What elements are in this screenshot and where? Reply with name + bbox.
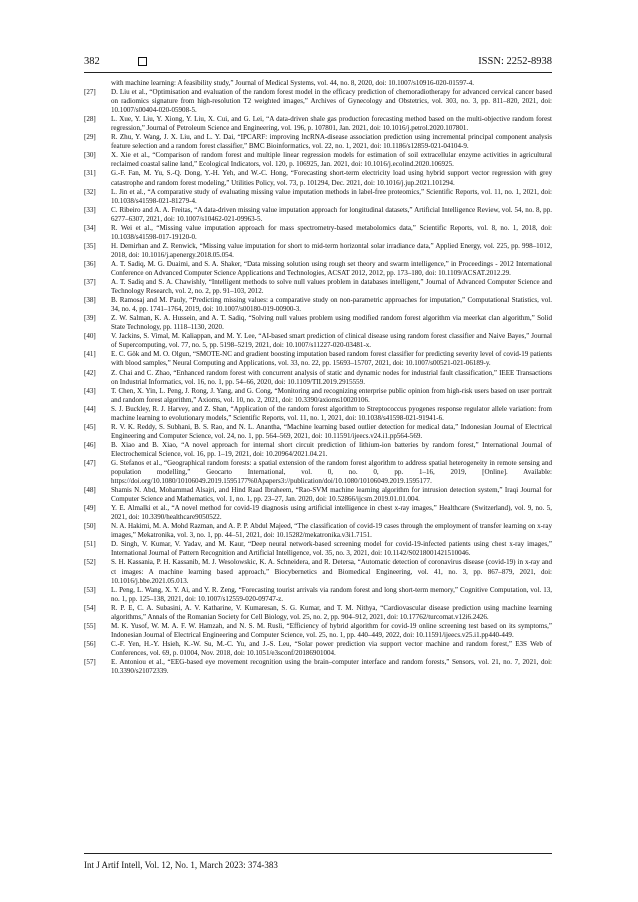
reference-text: B. Xiao and B. Xiao, “A novel approach for internal short circuit prediction of lithium-ion batteries by random forest,” International Journal of Electrochemical Science, vol. 16, pp. 1–19, 2021, doi: 10.20964/2021.04.21. (111, 440, 552, 458)
reference-text: D. Singh, V. Kumar, V. Yadav, and M. Kaur, “Deep neural network-based screening model for covid-19-infected patients using chest x-ray images,” International Journal of Pattern Recognition and Artificial Intelligence, vol. 35, no. 3, 2021, doi: 10.1142/S0218001421510046. (111, 540, 552, 558)
reference-number: [47] (84, 458, 96, 467)
reference-text: R. Wei et al., “Missing value imputation approach for mass spectrometry-based metabolomics data,” Scientific Reports, vol. 8, no. 1, 2018, doi: 10.1038/s41598-017-19120-0. (111, 223, 552, 241)
reference-number: [57] (84, 658, 96, 666)
reference-item (84, 640, 552, 658)
reference-text: Z. W. Salman, K. A. Hussein, and A. T. Sadiq, “Solving null values problem using modified random forest algorithm via meerkat clan algorithm,” Solid State Technology, pp. 1118–1130, 2020. (111, 314, 552, 332)
reference-item (84, 278, 552, 296)
reference-item (84, 558, 552, 585)
reference-list (84, 79, 552, 676)
reference-number: [36] (84, 259, 96, 268)
reference-number: [56] (84, 639, 96, 648)
reference-number: [33] (84, 205, 96, 214)
reference-item (84, 224, 552, 242)
reference-number: [28] (84, 115, 96, 124)
reference-number: [55] (84, 621, 96, 630)
reference-item (84, 441, 552, 459)
reference-text: G. Stefanos et al., “Geographical random forests: a spatial extension of the random forest algorithm to address spatial heterogeneity in remote sensing and population modelling,” Geocarto International, vol. 0, no. 0, pp. 1–16, 2019, [Online]. Available: https://doi.org/10.1080/10106049.2019.1595177%0Apapers3://publication/doi/10.1080/10106049.2019.1595177. (111, 458, 552, 486)
reference-text: B. Ramosaj and M. Pauly, “Predicting missing values: a comparative study on non-parametric approaches for imputation,” Computational Statistics, vol. 34, no. 4, pp. 1741–1764, 2019, doi: 10.1007/s00180-019-00900-3. (111, 296, 552, 314)
reference-item (84, 188, 552, 206)
reference-text: with machine learning: A feasibility study,” Journal of Medical Systems, vol. 44, no. 8, 2020, doi: 10.1007/s10916-020-01597-4. (111, 79, 475, 87)
reference-item (84, 622, 552, 640)
reference-number: [42] (84, 368, 96, 377)
reference-item (84, 604, 552, 622)
reference-item (84, 350, 552, 368)
reference-item (84, 88, 552, 115)
reference-number: [27] (84, 88, 96, 97)
reference-text: N. A. Hakimi, M. A. Mohd Razman, and A. P. P. Abdul Majeed, “The classification of covid-19 cases through the employment of transfer learning on x-ray images,” Mekatronika, vol. 3, no. 1, pp. 44–51, 2021, doi: 10.15282/mekatronika.v3i1.7151. (111, 522, 552, 540)
reference-item (84, 332, 552, 350)
reference-text: C.-F. Yen, H.-Y. Hsieh, K.-W. Su, M.-C. Yu, and J.-S. Leu, “Solar power prediction via support vector machine and random forest,” E3S Web of Conferences, vol. 69, p. 01004, Nov. 2018, doi: 10.1051/e3sconf/20186901004. (111, 639, 552, 657)
reference-item (84, 369, 552, 387)
reference-number: [53] (84, 585, 96, 594)
reference-item (84, 151, 552, 169)
reference-number: [35] (84, 241, 96, 250)
reference-text: G.-F. Fan, M. Yu, S.-Q. Dong, Y.-H. Yeh, and W.-C. Hong, “Forecasting short-term electricity load using hybrid support vector regression with grey catastrophe and random forest modeling,” Utilities Policy, vol. 73, p. 101294, Dec. 2021, doi: 10.1016/j.jup.2021.101294. (111, 169, 552, 187)
reference-text: V. Jackins, S. Vimal, M. Kaliappan, and M. Y. Lee, “AI-based smart prediction of clinical disease using random forest classifier and Naive Bayes,” Journal of Supercomputing, vol. 77, no. 5, pp. 5198–5219, 2021, doi: 10.1007/s11227-020-03481-x. (111, 332, 552, 350)
reference-number: [41] (84, 350, 96, 359)
reference-text: L. Xue, Y. Liu, Y. Xiong, Y. Liu, X. Cui, and G. Lei, “A data-driven shale gas production forecasting method based on the multi-objective random forest regression,” Journal of Petroleum Science and Engineering, vol. 196, p. 107801, Jan. 2021, doi: 10.1016/j.petrol.2020.107801. (111, 115, 552, 133)
square-icon (138, 57, 147, 66)
reference-number: [43] (84, 386, 96, 395)
reference-item (84, 387, 552, 405)
reference-item (84, 206, 552, 224)
reference-text: C. Ribeiro and A. A. Freitas, “A data-driven missing value imputation approach for longitudinal datasets,” Artificial Intelligence Review, vol. 54, no. 8, pp. 6277–6307, 2021, doi: 10.1007/s10462-021-09963-5. (111, 205, 552, 223)
reference-text: E. Antoniou et al., “EEG-based eye movement recognition using the brain–computer interface and random forests,” Sensors, vol. 21, no. 7, 2021, doi: 10.3390/s21072339. (111, 658, 552, 676)
reference-item (84, 423, 552, 441)
issn-label: ISSN: 2252-8938 (478, 56, 552, 67)
reference-text: T. Chen, X. Yin, L. Peng, J. Rong, J. Yang, and G. Cong, “Monitoring and recognizing enterprise public opinion from high-risk users based on user portrait and random forest algorithm,” Axioms, vol. 10, no. 2, 2021, doi: 10.3390/axioms10020106. (111, 386, 552, 404)
reference-number: [39] (84, 314, 96, 323)
reference-item (84, 504, 552, 522)
reference-text: Z. Chai and C. Zhao, “Enhanced random forest with concurrent analysis of static and dynamic nodes for industrial fault classification,” IEEE Transactions on Industrial Informatics, vol. 16, no. 1, pp. 54–66, 2020, doi: 10.1109/TII.2019.2915559. (111, 368, 552, 386)
reference-number: [50] (84, 522, 96, 531)
reference-text: S. J. Buckley, R. J. Harvey, and Z. Shan, “Application of the random forest algorithm to Streptococcus pyogenes response regulator allele variation: from machine learning to evolutionary models,” Scientific Reports, vol. 11, no. 1, 2021, doi: 10.1038/s41598-021-91941-6. (111, 404, 552, 422)
footer-rule (84, 853, 552, 854)
reference-item (84, 658, 552, 676)
reference-number: [37] (84, 278, 96, 287)
reference-text: X. Xie et al., “Comparison of random forest and multiple linear regression models for estimation of soil extracellular enzyme activities in agricultural reclaimed coastal saline land,” Ecological Indicators, vol. 120, p. 106925, Jan. 2021, doi: 10.1016/j.ecolind.2020.106925. (111, 151, 552, 169)
reference-text: A. T. Sadiq and S. A. Chawishly, “Intelligent methods to solve null values problem in databases intelligent,” Journal of Advanced Computer Science and Technology Research, vol. 2, no. 2, pp. 91–103, 2012. (111, 278, 552, 296)
header-rule (84, 72, 552, 73)
reference-text: S. H. Kassania, P. H. Kassanib, M. J. Wesolowskic, K. A. Schneidera, and R. Detersa, “Automatic detection of coronavirus disease (covid-19) in x-ray and ct images: A machine learning based approach,” Biocybernetics and Biomedical Engineering, vol. 41, no. 3, pp. 867–879, 2021, doi: 10.1016/j.bbe.2021.05.013. (111, 558, 552, 585)
reference-number: [34] (84, 223, 96, 232)
reference-number: [45] (84, 422, 96, 431)
reference-text: R. V. K. Reddy, S. Subhani, B. S. Rao, and N. L. Anantha, “Machine learning based outlier detection for medical data,” Indonesian Journal of Electrical Engineering and Computer Science, vol. 24, no. 1, pp. 564–569, 2021, doi: 10.11591/ijeecs.v24.i1.pp564-569. (111, 422, 552, 440)
reference-text: E. C. Gök and M. O. Olgun, “SMOTE-NC and gradient boosting imputation based random forest classifier for predicting severity level of covid-19 patients with blood samples,” Neural Computing and Applications, vol. 33, no. 22, pp. 15693–15707, 2021, doi: 10.1007/s00521-021-06189-y. (111, 350, 552, 368)
reference-item (84, 486, 552, 504)
page-header (84, 56, 552, 67)
reference-text: L. Jin et al., “A comparative study of evaluating missing value imputation methods in label-free proteomics,” Scientific Reports, vol. 11, no. 1, 2021, doi: 10.1038/s41598-021-81279-4. (111, 187, 552, 205)
reference-text: L. Peng, L. Wang, X. Y. Ai, and Y. R. Zeng, “Forecasting tourist arrivals via random forest and long short-term memory,” Cognitive Computation, vol. 13, no. 1, pp. 125–138, 2021, doi: 10.1007/s12559-020-09747-z. (111, 585, 552, 603)
page-footer: Int J Artif Intell, Vol. 12, No. 1, March 2023: 374-383 (84, 860, 278, 870)
reference-item (84, 79, 552, 88)
reference-item (84, 296, 552, 314)
reference-number: [48] (84, 486, 96, 495)
reference-text: H. Demirhan and Z. Renwick, “Missing value imputation for short to mid-term horizontal solar irradiance data,” Applied Energy, vol. 225, pp. 998–1012, 2018, doi: 10.1016/j.apenergy.2018.05.054. (111, 241, 552, 259)
reference-text: M. K. Yusof, W. M. A. F. W. Hamzah, and N. S. M. Rusli, “Efficiency of hybrid algorithm for covid-19 online screening test based on its symptoms,” Indonesian Journal of Electrical Engineering and Computer Science, vol. 25, no. 1, pp. 440–449, 2022, doi: 10.11591/ijeecs.v25.i1.pp440-449. (111, 621, 552, 639)
reference-text: R. Zhu, Y. Wang, J. X. Liu, and L. Y. Dai, “IPCARF: improving lncRNA-disease association prediction using incremental principal component analysis feature selection and a random forest classifier,” BMC Bioinformatics, vol. 22, no. 1, 2021, doi: 10.1186/s12859-021-04104-9. (111, 133, 552, 151)
reference-item (84, 169, 552, 187)
reference-item (84, 586, 552, 604)
reference-item (84, 459, 552, 486)
reference-number: [46] (84, 440, 96, 449)
reference-item (84, 260, 552, 278)
reference-number: [38] (84, 296, 96, 305)
reference-number: [32] (84, 187, 96, 196)
reference-item (84, 522, 552, 540)
reference-item (84, 115, 552, 133)
reference-number: [44] (84, 404, 96, 413)
reference-number: [31] (84, 169, 96, 178)
reference-text: D. Liu et al., “Optimisation and evaluation of the random forest model in the efficacy prediction of chemoradiotherapy for advanced cervical cancer based on radiomics signature from high-resolution T2 weighted images,” Archives of Gynecology and Obstetrics, vol. 303, no. 3, pp. 811–820, 2021, doi: 10.1007/s00404-020-05908-5. (111, 88, 552, 115)
reference-text: R. P. E, C. A. Subasini, A. V. Katharine, V. Kumaresan, S. G. Kumar, and T. M. Nithya, “Cardiovascular disease prediction using machine learning algorithms,” Annals of the Romanian Society for Cell Biology, vol. 25, no. 2, pp. 904–912, 2021, doi: 10.17762/turcomat.v12i6.2426. (111, 603, 552, 621)
reference-text: Y. E. Almalki et al., “A novel method for covid-19 diagnosis using artificial intelligence in chest x-ray images,” Healthcare (Switzerland), vol. 9, no. 5, 2021, doi: 10.3390/healthcare9050522. (111, 504, 552, 522)
reference-number: [52] (84, 558, 96, 567)
reference-number: [40] (84, 332, 96, 341)
reference-number: [54] (84, 603, 96, 612)
reference-item (84, 242, 552, 260)
reference-number: [29] (84, 133, 96, 142)
reference-text: Shamis N. Abd, Mohammad Alsajri, and Hind Raad Ibraheem, “Rao-SVM machine learning algorithm for intrusion detection system,” Iraqi Journal for Computer Science and Mathematics, vol. 1, no. 1, pp. 23–27, Jan. 2020, doi: 10.52866/ijcsm.2019.01.01.004. (111, 486, 552, 504)
reference-number: [30] (84, 151, 96, 160)
reference-number: [49] (84, 504, 96, 513)
reference-text: A. T. Sadiq, M. G. Duaimi, and S. A. Shaker, “Data missing solution using rough set theory and swarm intelligence,” in Proceedings - 2012 International Conference on Advanced Computer Science Applications and Technologies, ACSAT 2012, 2012, pp. 173–180, doi: 10.1109/ACSAT.2012.29. (111, 259, 552, 277)
reference-item (84, 405, 552, 423)
reference-number: [51] (84, 540, 96, 549)
reference-item (84, 314, 552, 332)
reference-item (84, 133, 552, 151)
page-number: 382 (84, 56, 100, 67)
reference-item (84, 540, 552, 558)
